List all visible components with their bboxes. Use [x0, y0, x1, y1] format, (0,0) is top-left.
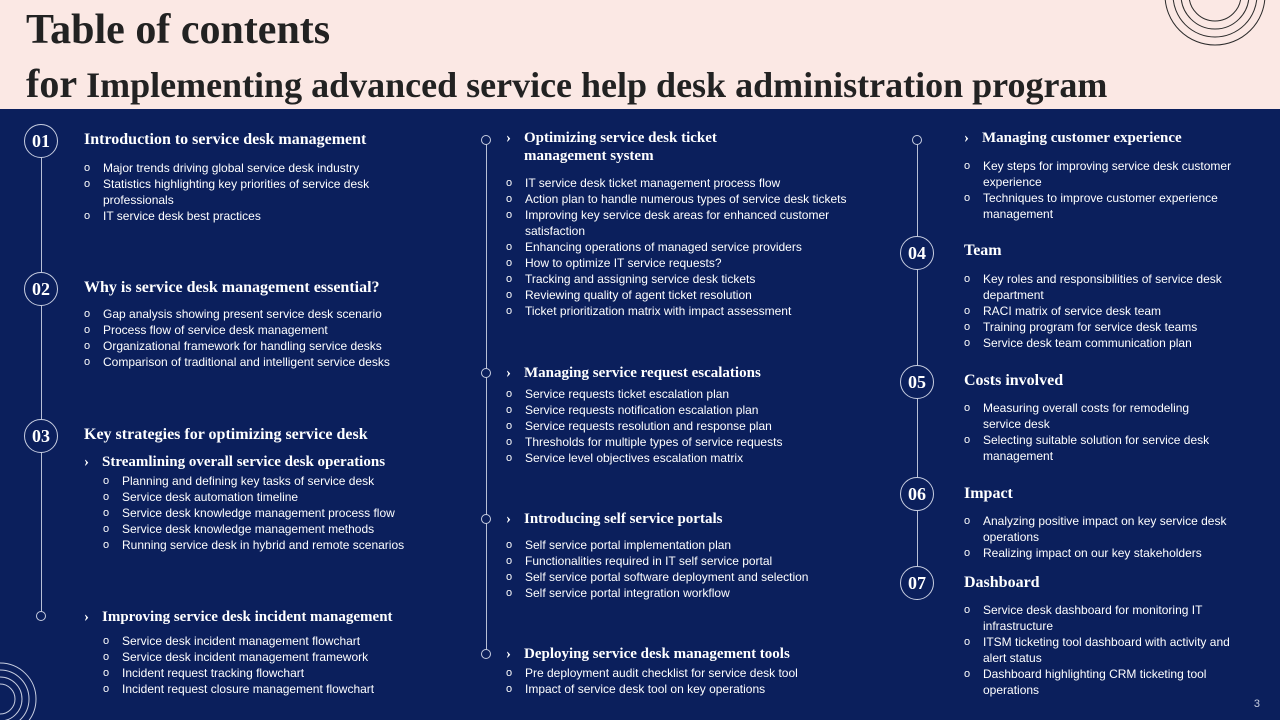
list-item: o Techniques to improve customer experience management	[964, 191, 1218, 221]
list-item: o Running service desk in hybrid and remote scenarios	[103, 538, 405, 552]
list-item: o Training program for service desk teams	[964, 320, 1198, 334]
list-item: o Analyzing positive impact on key service desk operations	[964, 514, 1227, 544]
list-item: o ITSM ticketing tool dashboard with activity and alert status	[964, 635, 1230, 665]
list-item: o RACI matrix of service desk team	[964, 304, 1162, 318]
list-item: o Process flow of service desk management	[84, 323, 328, 337]
list-item: o Service desk team communication plan	[964, 336, 1192, 350]
subsection-list-streamlining	[103, 473, 463, 553]
subsection-list-ticket-management	[506, 175, 886, 319]
subsection-title-incident: › Improving service desk incident management	[84, 609, 393, 625]
list-item: o Tracking and assigning service desk tickets	[506, 272, 756, 286]
subsection-list-deploying-tools	[506, 665, 886, 697]
section-list-costs	[964, 400, 1224, 464]
page-subtitle	[26, 60, 1107, 107]
section-title-key-strategies: Key strategies for optimizing service desk	[84, 426, 368, 443]
list-item: o Key steps for improving service desk customer experience	[964, 159, 1232, 189]
list-item: o Self service portal implementation plan	[506, 538, 732, 552]
section-list-introduction	[84, 160, 384, 224]
subsection-title-customer-experience: › Managing customer experience	[964, 130, 1182, 146]
subsection-list-customer-experience	[964, 158, 1234, 222]
list-item: o Key roles and responsibilities of service desk department	[964, 272, 1222, 302]
list-item: o IT service desk ticket management process flow	[506, 176, 781, 190]
list-item: o Selecting suitable solution for service desk management	[964, 433, 1210, 463]
list-item: o Impact of service desk tool on key operations	[506, 682, 766, 696]
contents-panel	[0, 109, 1280, 720]
section-number-02: 02	[24, 272, 58, 306]
timeline-line	[41, 140, 42, 615]
chevron-right-icon: ›	[84, 609, 89, 625]
list-item: o Dashboard highlighting CRM ticketing tool operations	[964, 667, 1207, 697]
header-banner	[0, 0, 1280, 109]
list-item: o Service requests ticket escalation plan	[506, 387, 730, 401]
list-item: o Service desk knowledge management methods	[103, 522, 375, 536]
page-number: 3	[1253, 698, 1260, 710]
list-item: o Gap analysis showing present service desk scenario	[84, 307, 382, 321]
timeline-line	[486, 141, 487, 655]
section-title-impact: Impact	[964, 485, 1013, 502]
subsection-title-escalations: › Managing service request escalations	[506, 365, 761, 381]
subsection-list-self-service	[506, 537, 886, 601]
chevron-right-icon: ›	[506, 646, 511, 662]
list-item: o Service desk dashboard for monitoring IT infrastructure	[964, 603, 1203, 633]
section-title-dashboard: Dashboard	[964, 574, 1040, 591]
list-item: o Self service portal integration workflow	[506, 586, 730, 600]
list-item: o Service desk knowledge management process flow	[103, 506, 395, 520]
section-title-costs: Costs involved	[964, 372, 1064, 389]
timeline-dot	[912, 135, 922, 145]
section-title-why-essential: Why is service desk management essential?	[84, 279, 380, 296]
subsection-list-incident	[103, 633, 463, 697]
page-title: Table of contents	[26, 7, 331, 53]
list-item: o Service level objectives escalation matrix	[506, 451, 744, 465]
list-item: o Self service portal software deployment and selection	[506, 570, 809, 584]
decorative-rings-icon	[1160, 0, 1280, 60]
section-number-05: 05	[900, 365, 934, 399]
list-item: o Functionalities required in IT self service portal	[506, 554, 773, 568]
decorative-rings-icon	[0, 639, 80, 720]
list-item: o Enhancing operations of managed service providers	[506, 240, 802, 254]
section-number-07: 07	[900, 566, 934, 600]
subsection-title-ticket-management: › Optimizing service desk ticket management system	[506, 130, 717, 164]
section-title-introduction: Introduction to service desk management	[84, 131, 367, 148]
list-item: o Major trends driving global service desk industry	[84, 161, 360, 175]
list-item: o Service desk incident management flowchart	[103, 634, 361, 648]
chevron-right-icon: ›	[964, 130, 969, 146]
subsection-list-escalations	[506, 386, 886, 466]
list-item: o Realizing impact on our key stakeholders	[964, 546, 1202, 560]
chevron-right-icon: ›	[506, 130, 511, 146]
section-list-dashboard	[964, 602, 1239, 698]
section-list-team	[964, 271, 1239, 351]
list-item: o Incident request tracking flowchart	[103, 666, 305, 680]
list-item: o Action plan to handle numerous types of service desk tickets	[506, 192, 847, 206]
list-item: o Incident request closure management flowchart	[103, 682, 375, 696]
list-item: o Service requests notification escalation plan	[506, 403, 759, 417]
timeline-dot	[481, 514, 491, 524]
subsection-title-deploying-tools: › Deploying service desk management tools	[506, 646, 790, 662]
timeline-dot	[481, 135, 491, 145]
section-list-why-essential	[84, 306, 464, 370]
chevron-right-icon: ›	[506, 511, 511, 527]
list-item: o Service desk incident management framework	[103, 650, 369, 664]
subtitle-for: for	[26, 61, 78, 106]
list-item: o Comparison of traditional and intelligent service desks	[84, 355, 390, 369]
list-item: o Pre deployment audit checklist for service desk tool	[506, 666, 798, 680]
section-number-04: 04	[900, 236, 934, 270]
subtitle-text: Implementing advanced service help desk administration program	[86, 65, 1108, 105]
chevron-right-icon: ›	[84, 454, 89, 470]
list-item: o Improving key service desk areas for enhanced customer satisfaction	[506, 208, 830, 238]
section-number-03: 03	[24, 419, 58, 453]
timeline-dot	[481, 368, 491, 378]
section-number-06: 06	[900, 477, 934, 511]
list-item: o Planning and defining key tasks of service desk	[103, 474, 375, 488]
timeline-dot	[36, 611, 46, 621]
list-item: o Organizational framework for handling service desks	[84, 339, 382, 353]
list-item: o Statistics highlighting key priorities of service desk professionals	[84, 177, 370, 207]
chevron-right-icon: ›	[506, 365, 511, 381]
list-item: o Service requests resolution and response plan	[506, 419, 772, 433]
list-item: o Thresholds for multiple types of service requests	[506, 435, 783, 449]
section-list-impact	[964, 513, 1249, 561]
subsection-title-self-service: › Introducing self service portals	[506, 511, 723, 527]
list-item: o How to optimize IT service requests?	[506, 256, 722, 270]
section-title-team: Team	[964, 242, 1002, 259]
timeline-dot	[481, 649, 491, 659]
section-number-01: 01	[24, 124, 58, 158]
list-item: o Ticket prioritization matrix with impact assessment	[506, 304, 792, 318]
list-item: o Measuring overall costs for remodeling service desk	[964, 401, 1190, 431]
list-item: o IT service desk best practices	[84, 209, 261, 223]
list-item: o Reviewing quality of agent ticket resolution	[506, 288, 752, 302]
list-item: o Service desk automation timeline	[103, 490, 299, 504]
subsection-title-streamlining: › Streamlining overall service desk operations	[84, 454, 386, 470]
